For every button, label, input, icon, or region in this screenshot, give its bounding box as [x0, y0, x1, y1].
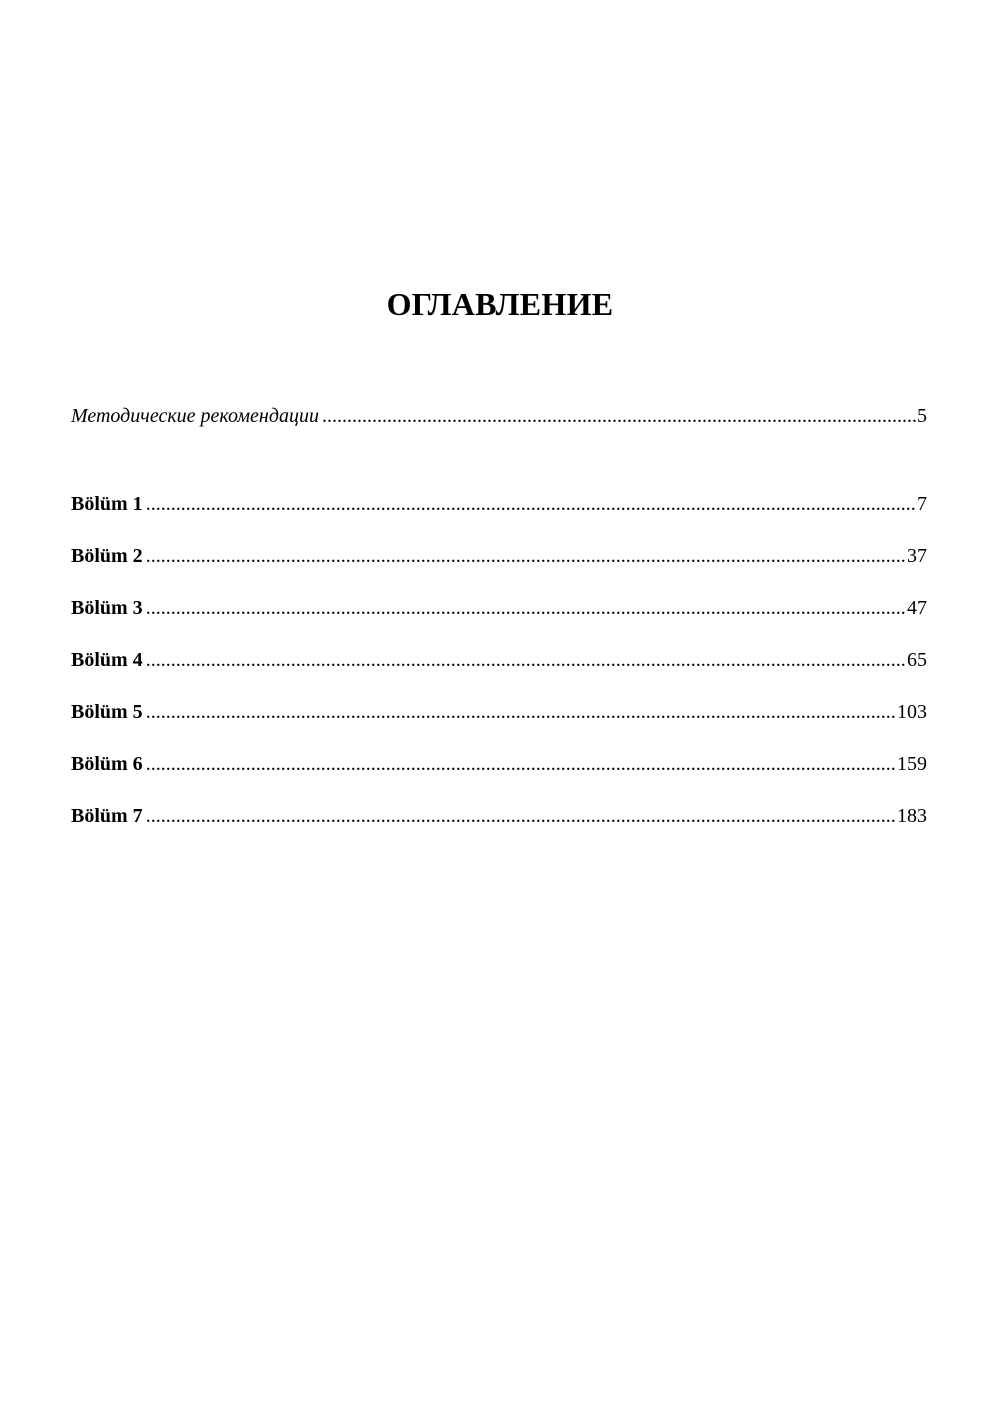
- toc-entry-chapter[interactable]: [71, 491, 927, 517]
- dot-leader: [146, 647, 906, 673]
- dot-leader: [146, 751, 896, 777]
- toc-entry-chapter[interactable]: [71, 803, 927, 829]
- toc-entry-label: Bölüm 7: [71, 805, 143, 827]
- toc-entry-intro[interactable]: [71, 403, 927, 429]
- toc-entry-label: Bölüm 1: [71, 493, 143, 515]
- toc-entry-page: 183: [897, 805, 927, 827]
- toc-entry-page: 65: [907, 649, 927, 671]
- toc-entry-page: 7: [917, 493, 927, 515]
- toc-entry-page: 5: [917, 405, 927, 427]
- toc-entry-label: Методические рекомендации: [71, 405, 319, 427]
- dot-leader: [146, 491, 916, 517]
- toc-entry-page: 47: [907, 597, 927, 619]
- toc-entry-label: Bölüm 2: [71, 545, 143, 567]
- dot-leader: [146, 543, 906, 569]
- toc-entry-chapter[interactable]: [71, 699, 927, 725]
- toc-entry-chapter[interactable]: [71, 543, 927, 569]
- toc-entry-page: 103: [897, 701, 927, 723]
- dot-leader: [146, 803, 896, 829]
- dot-leader: [146, 699, 896, 725]
- dot-leader: [322, 403, 916, 429]
- toc-entry-chapter[interactable]: [71, 595, 927, 621]
- toc-entry-chapter[interactable]: [71, 751, 927, 777]
- dot-leader: [146, 595, 906, 621]
- page-title: ОГЛАВЛЕНИЕ: [386, 286, 614, 322]
- toc-entry-page: 37: [907, 545, 927, 567]
- toc-entry-label: Bölüm 6: [71, 753, 143, 775]
- toc-entry-page: 159: [897, 753, 927, 775]
- toc-entry-label: Bölüm 5: [71, 701, 143, 723]
- toc-entry-label: Bölüm 3: [71, 597, 143, 619]
- toc-entry-label: Bölüm 4: [71, 649, 143, 671]
- toc-entry-chapter[interactable]: [71, 647, 927, 673]
